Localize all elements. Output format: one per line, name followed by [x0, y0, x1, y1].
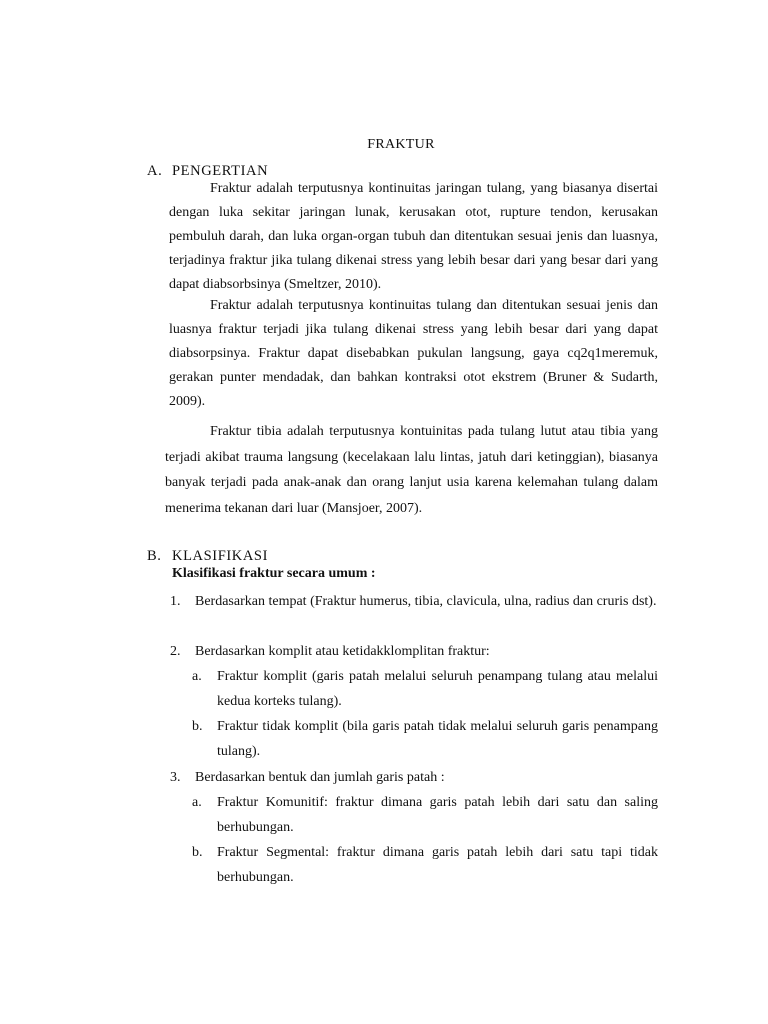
list-marker: b. [192, 845, 203, 860]
paragraph-text: Fraktur tibia adalah terputusnya kontuinitas pada tulang lutut atau tibia yang terjadi akibat trauma langsung (kecelakaan lalu lintas, jatuh dari ketinggian), biasanya banyak terjadi pada anak-anak dan orang lanjut usia karena kelemahan tulang dalam menerima tekanan dari luar (Mansjoer, 2007). [165, 424, 658, 516]
list-marker: 2. [170, 644, 181, 659]
section-b-heading [147, 548, 268, 565]
sub-list-item [192, 840, 658, 890]
list-marker: 1. [170, 594, 181, 609]
paragraph [169, 294, 658, 414]
list-item [170, 589, 658, 614]
list-marker: b. [192, 719, 203, 734]
list-item-text: Fraktur Segmental: fraktur dimana garis patah lebih dari satu tapi tidak berhubungan. [217, 845, 658, 885]
sub-list-item [192, 790, 658, 840]
sub-list-item [192, 664, 658, 714]
section-a-number: A. [147, 163, 163, 179]
paragraph [165, 419, 658, 521]
section-a-title: PENGERTIAN [172, 163, 269, 179]
section-b-title: KLASIFIKASI [172, 548, 269, 564]
list-marker: 3. [170, 770, 181, 785]
list-item-text: Fraktur Komunitif: fraktur dimana garis patah lebih dari satu dan saling berhubungan. [217, 795, 658, 835]
list-item-text: Fraktur tidak komplit (bila garis patah tidak melalui seluruh garis penampang tulang). [217, 719, 658, 759]
paragraph-text: Fraktur adalah terputusnya kontinuitas jaringan tulang, yang biasanya disertai dengan luka sekitar jaringan lunak, kerusakan otot, rupture tendon, kerusakan pembuluh darah, dan luka organ-organ tubuh dan ditentukan sesuai jenis dan luasnya, terjadinya fraktur jika tulang dikenai stress yang lebih besar dari yang besar dari yang dapat diabsorbsinya (Smeltzer, 2010). [169, 181, 658, 292]
section-b-subheading: Klasifikasi fraktur secara umum : [172, 566, 376, 581]
paragraph [169, 177, 658, 297]
list-item-text: Berdasarkan tempat (Fraktur humerus, tibia, clavicula, ulna, radius dan cruris dst). [195, 594, 657, 609]
list-marker: a. [192, 795, 202, 810]
list-item-text: Fraktur komplit (garis patah melalui seluruh penampang tulang atau melalui kedua korteks tulang). [217, 669, 658, 709]
list-item-text: Berdasarkan bentuk dan jumlah garis patah : [195, 770, 445, 785]
list-marker: a. [192, 669, 202, 684]
list-item-text: Berdasarkan komplit atau ketidakklomplitan fraktur: [195, 644, 490, 659]
sub-list-item [192, 714, 658, 764]
list-item [170, 639, 658, 664]
paragraph-text: Fraktur adalah terputusnya kontinuitas tulang dan ditentukan sesuai jenis dan luasnya fraktur terjadi jika tulang dikenai stress yang lebih besar dari yang dapat diabsorpsinya. Fraktur dapat disebabkan pukulan langsung, gaya cq2q1meremuk, gerakan punter mendadak, dan bahkan kontraksi otot ekstrem (Bruner & Sudarth, 2009). [169, 298, 658, 409]
document-title: FRAKTUR [367, 137, 435, 152]
list-item [170, 765, 658, 790]
section-b-number: B. [147, 548, 162, 564]
